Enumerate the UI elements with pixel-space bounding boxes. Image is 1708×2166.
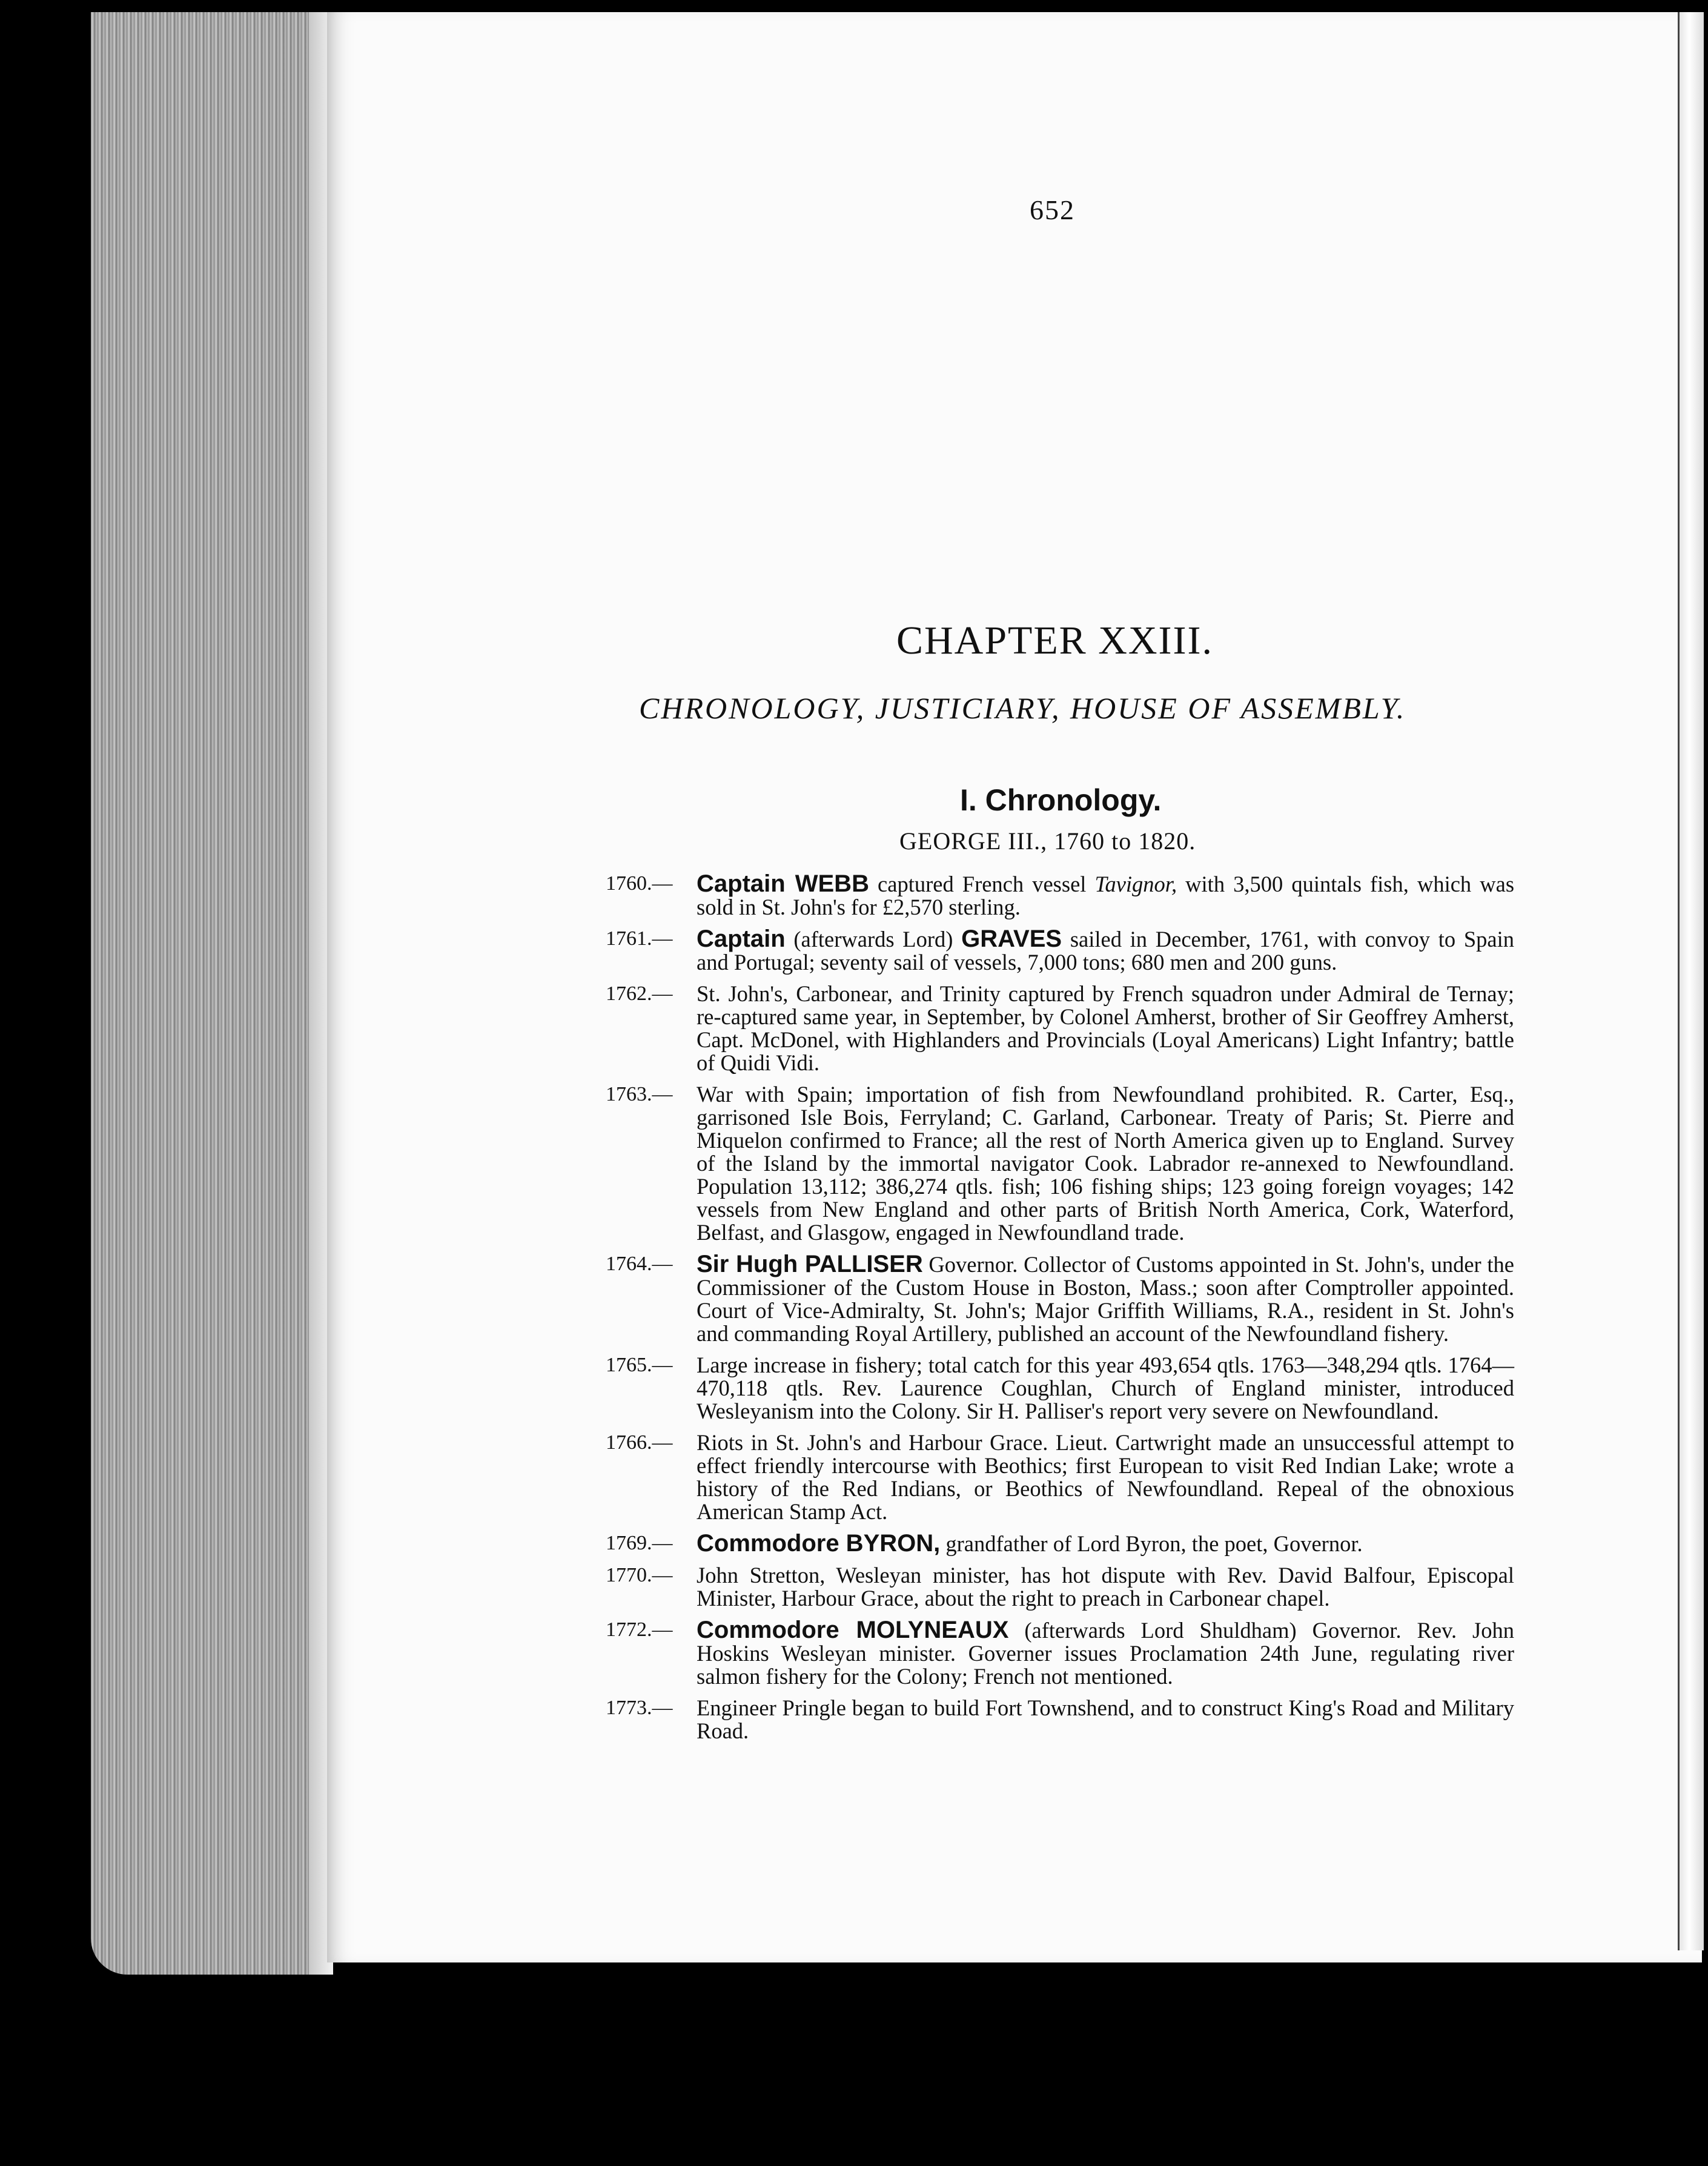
section-heading: I. Chronology. [960,783,1162,817]
entry-text: Large increase in fishery; total catch for this year 493,654 qtls. 1763—348,294 qtls. 1764—470,118 qtls. Rev. Laurence Coughlan, Church of England minister, introduced Wesleyanism into the Colony. Sir H. Palliser's report very severe on Newfoundland. [697,1353,1514,1423]
page-number: 652 [1030,194,1075,225]
entry-lead: Sir Hugh PALLISER [697,1251,923,1277]
entry-year: 1769.— [606,1532,673,1554]
chronology-entry [606,1354,1514,1423]
chronology-entry [606,927,1514,974]
entry-text: sailed in December, 1761, with convoy to Spain and Portugal; seventy sail of vessels, 7,000 tons; 680 men and 200 guns. [697,927,1514,975]
entry-year: 1765.— [606,1354,673,1376]
entry-year: 1763.— [606,1083,673,1105]
reign-heading: GEORGE III., 1760 to 1820. [899,827,1196,855]
chronology-entry [606,1532,1514,1555]
chronology-entry [606,872,1514,919]
entry-year: 1764.— [606,1253,673,1275]
entry-year: 1761.— [606,927,673,950]
entry-text: grandfather of Lord Byron, the poet, Governor. [940,1531,1363,1556]
entry-lead: GRAVES [961,926,1062,952]
chapter-title: CHAPTER XXIII. [896,618,1213,663]
entry-lead: Commodore MOLYNEAUX [697,1617,1009,1643]
entry-year: 1766.— [606,1431,673,1454]
entry-year: 1772.— [606,1618,673,1641]
chronology-entry [606,982,1514,1075]
entry-year: 1762.— [606,982,673,1005]
chapter-subtitle: CHRONOLOGY, JUSTICIARY, HOUSE OF ASSEMBLY. [639,691,1406,725]
book-page-edges [91,12,333,1975]
entry-text: captured French vessel [869,872,1095,896]
facing-page-edge [1678,12,1704,1950]
chronology-entry [606,1564,1514,1610]
entry-lead: Commodore BYRON, [697,1530,941,1557]
entry-year: 1773.— [606,1697,673,1719]
entry-year: 1760.— [606,872,673,895]
chronology-entry [606,1083,1514,1244]
chronology-entry [606,1253,1514,1345]
chronology-entry [606,1697,1514,1743]
entry-lead: Captain WEBB [697,870,869,897]
entry-text: Engineer Pringle began to build Fort Townshend, and to construct King's Road and Military Road. [697,1695,1514,1743]
chronology-list [606,872,1514,1751]
entry-text: War with Spain; importation of fish from Newfoundland prohibited. R. Carter, Esq., garrisoned Isle Bois, Ferryland; C. Garland, Carbonear. Treaty of Paris; St. Pierre and Miquelon confirmed to France; all the rest of North America given up to England. Survey of the Island by the immortal navigator Cook. Labrador re-annexed to Newfoundland. Population 13,112; 386,274 qtls. fish; 106 fishing ships; 123 going foreign voyages; 142 vessels from New England and other parts of British North America, Cork, Waterford, Belfast, and Glasgow, engaged in Newfoundland trade. [697,1082,1514,1245]
entry-text: with 3,500 quintals fish, which was sold in St. John's for £2,570 sterling. [697,872,1515,919]
entry-text: Riots in St. John's and Harbour Grace. Lieut. Cartwright made an unsuccessful attempt to effect friendly intercourse with Beothics; first European to visit Red Indian Lake; wrote a history of the Red Indians, or Beothics of Newfoundland. Repeal of the obnoxious American Stamp Act. [697,1430,1514,1524]
entry-italic: Tavignor, [1094,872,1177,896]
chronology-entry [606,1618,1514,1688]
entry-text: Governor. Collector of Customs appointed in St. John's, under the Commissioner of the Custom House in Boston, Mass.; soon after Comptroller appointed. Court of Vice-Admiralty, St. John's; Major Griffith Williams, R.A., resident in St. John's and commanding Royal Artillery, published an account of the Newfoundland fishery. [697,1252,1514,1346]
entry-text: (afterwards Lord Shuldham) Governor. Rev. John Hoskins Wesleyan minister. Governer issues Proclamation 24th June, regulating river salmon fishery for the Colony; French not mentioned. [697,1618,1515,1689]
entry-text: St. John's, Carbonear, and Trinity captured by French squadron under Admiral de Ternay; re-captured same year, in September, by Colonel Amherst, brother of Sir Geoffrey Amherst, Capt. McDonel, with Highlanders and Provincials (Loyal Americans) Light Infantry; battle of Quidi Vidi. [697,981,1514,1075]
entry-text: John Stretton, Wesleyan minister, has hot dispute with Rev. David Balfour, Episcopal Minister, Harbour Grace, about the right to preach in Carbonear chapel. [697,1563,1514,1611]
entry-year: 1770.— [606,1564,673,1586]
entry-text: (afterwards Lord) [785,927,962,952]
chronology-entry [606,1431,1514,1523]
entry-lead: Captain [697,926,786,952]
